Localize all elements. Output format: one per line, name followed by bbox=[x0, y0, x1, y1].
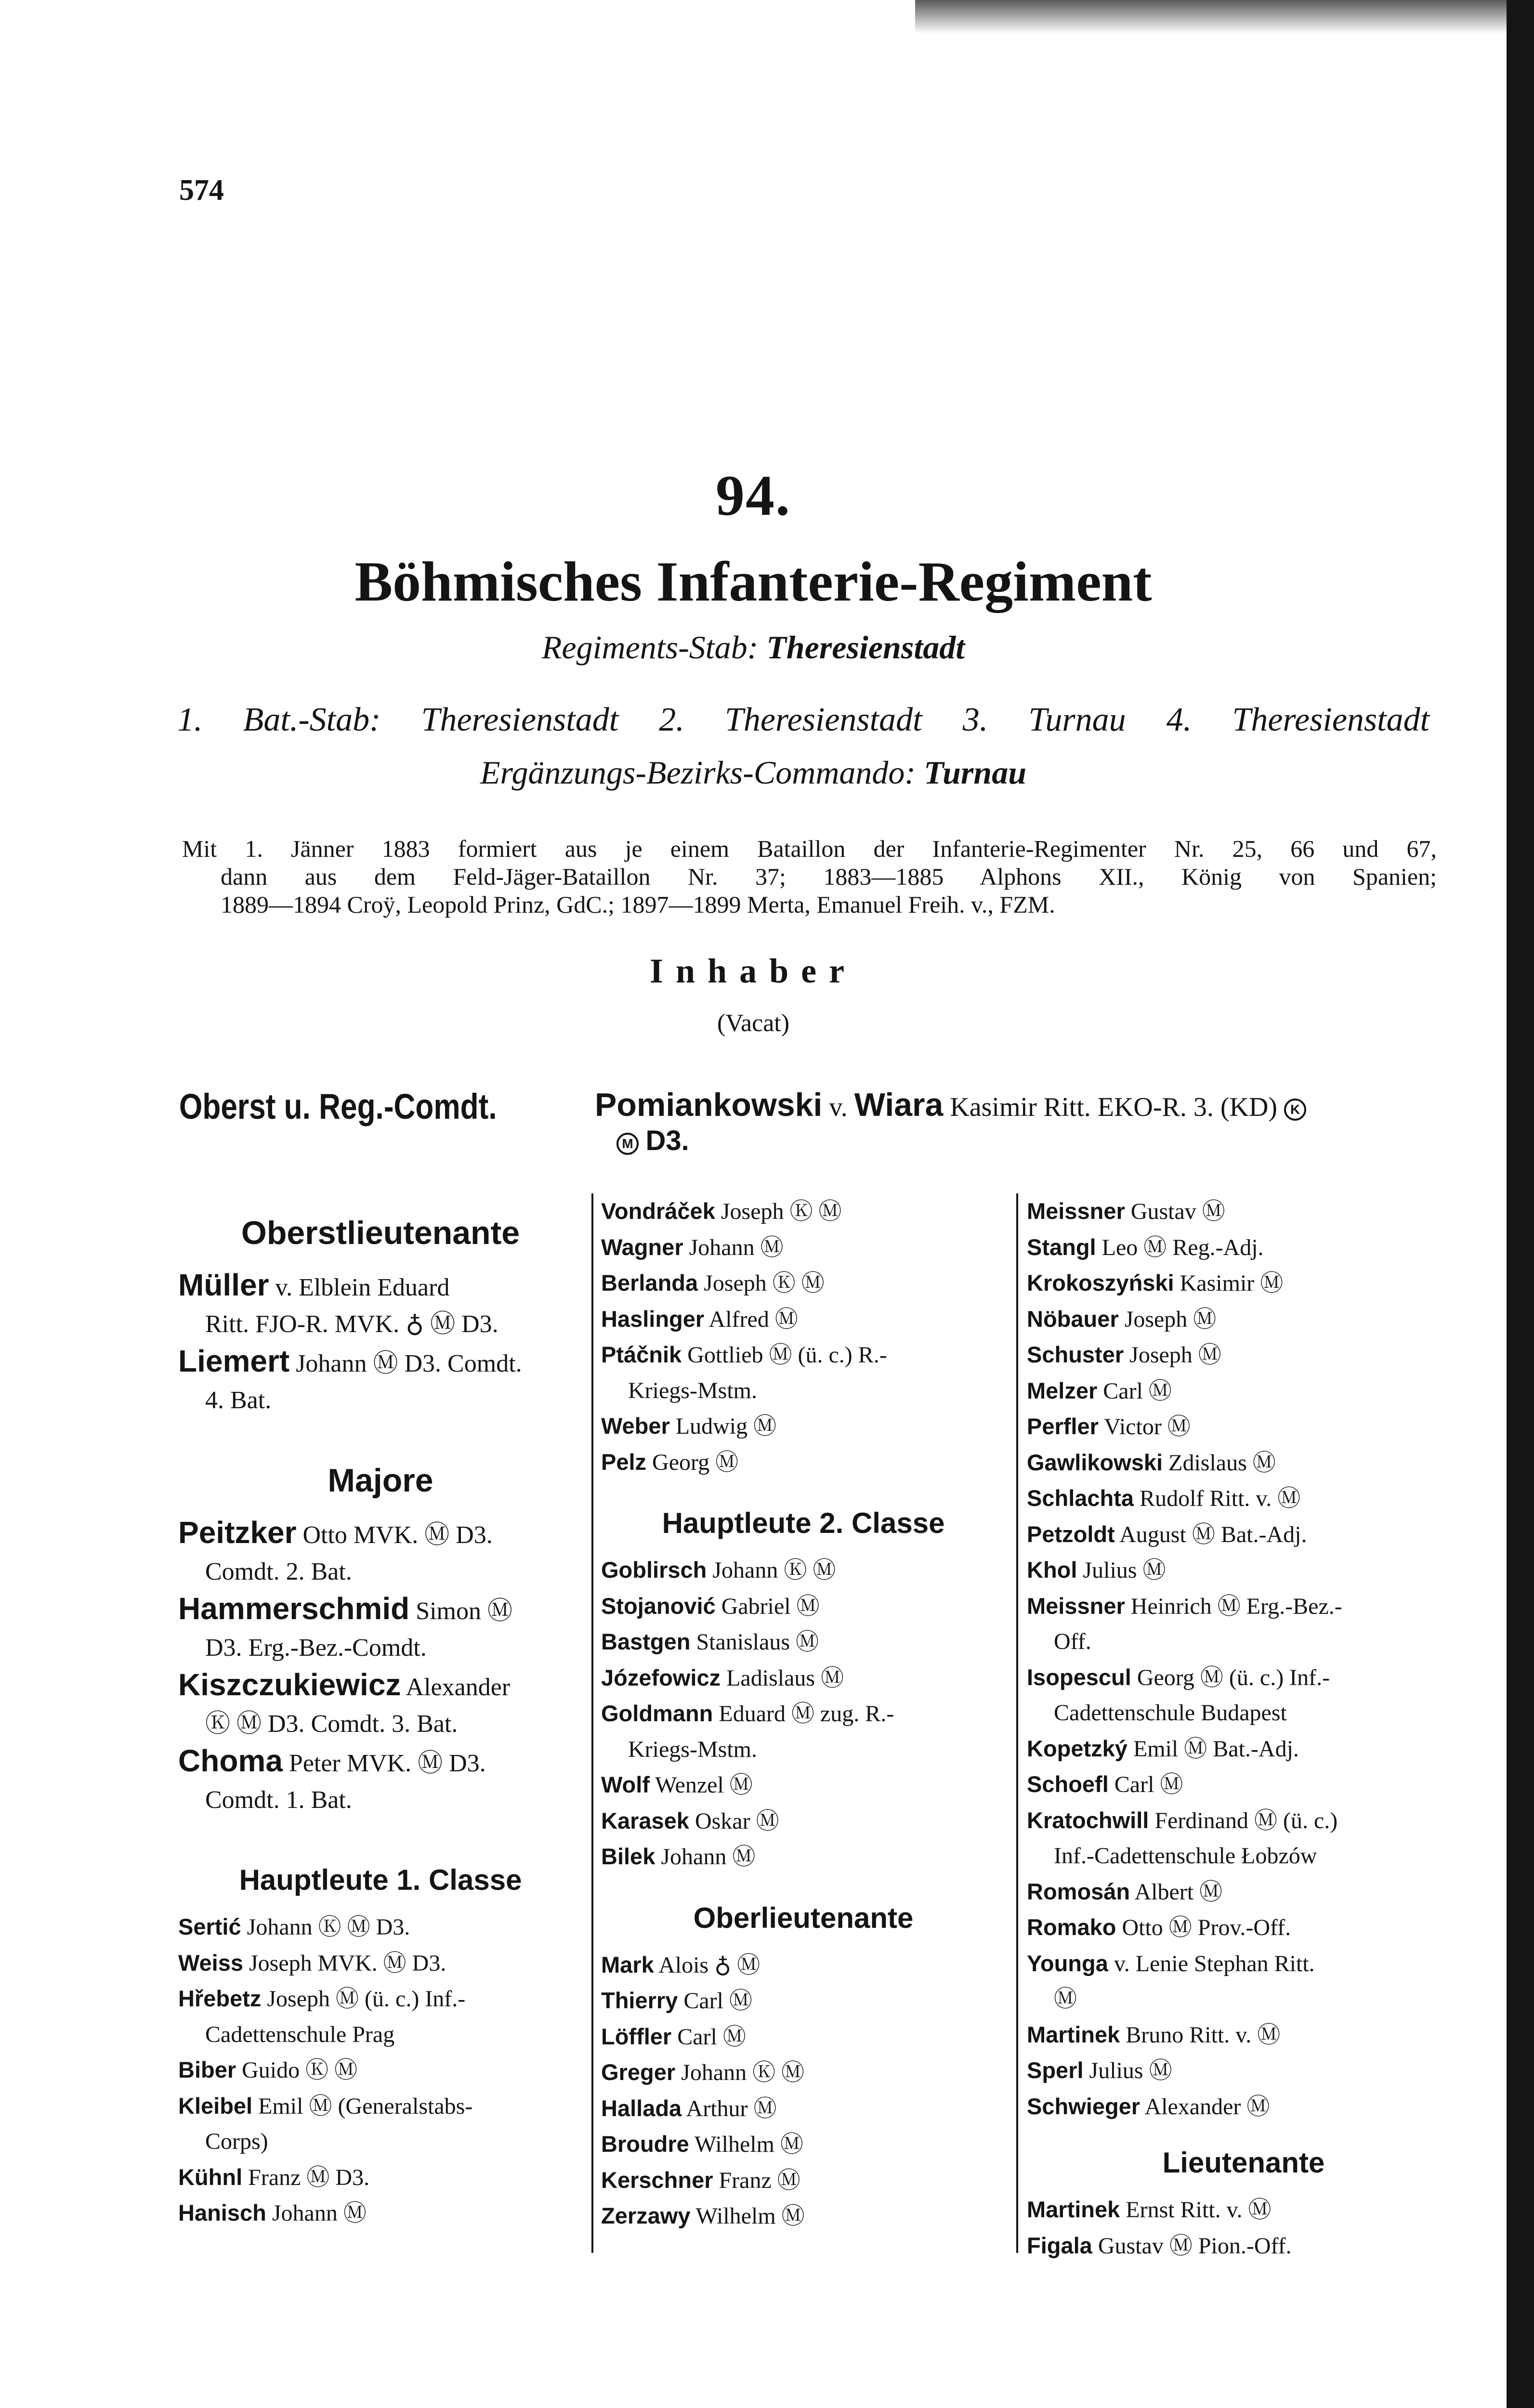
officer-surname: Löffler bbox=[601, 2023, 672, 2049]
officer-entry bbox=[1027, 2017, 1460, 2053]
officer-details: Leo Ⓜ Reg.-Adj. bbox=[1101, 1234, 1264, 1260]
history-line: dann aus dem Feld-Jäger-Bataillon Nr. 37; 1883—1885 Alphons XII., König von Spanien; bbox=[221, 863, 1437, 890]
officer-entry bbox=[1027, 2089, 1460, 2125]
spacer bbox=[178, 1819, 583, 1856]
officer-surname: Choma bbox=[178, 1743, 283, 1778]
officer-details: Otto Ⓜ Prov.-Off. bbox=[1122, 1915, 1291, 1940]
officer-details: Wenzel Ⓜ bbox=[655, 1772, 753, 1798]
officer-details: Alexander bbox=[406, 1674, 511, 1701]
officer-details: Joseph Ⓚ Ⓜ bbox=[704, 1270, 825, 1296]
officer-entry bbox=[178, 1945, 583, 1981]
officer-details-continued: 4. Bat. bbox=[205, 1387, 272, 1414]
officer-details: Johann Ⓜ bbox=[689, 1234, 784, 1260]
officer-details: v. Lenie Stephan Ritt. bbox=[1114, 1950, 1315, 1976]
list bbox=[601, 1552, 1006, 1875]
officer-details: Gustav Ⓜ bbox=[1130, 1199, 1225, 1224]
officer-details: Johann Ⓜ D3. Comdt. bbox=[296, 1350, 522, 1377]
inhaber-heading: Inhaber bbox=[649, 952, 857, 990]
officer-entry bbox=[601, 1301, 1006, 1337]
oberst-mid: v. bbox=[829, 1092, 848, 1122]
officer-surname: Weiss bbox=[178, 1950, 243, 1976]
officer-surname: Greger bbox=[601, 2059, 676, 2085]
officer-details-continued: Off. bbox=[1054, 1629, 1091, 1654]
officer-surname: Hammerschmid bbox=[178, 1591, 410, 1626]
oberst-rest: Kasimir Ritt. EKO-R. 3. (KD) bbox=[950, 1092, 1278, 1122]
officer-surname: Karasek bbox=[601, 1807, 689, 1833]
officer-entry bbox=[601, 1193, 1006, 1230]
officer-details: Bruno Ritt. v. Ⓜ bbox=[1126, 2022, 1281, 2048]
officer-details: Zdislaus Ⓜ bbox=[1168, 1450, 1276, 1476]
section-heading: Hauptleute 2. Classe bbox=[662, 1507, 945, 1539]
officer-entry bbox=[1027, 1337, 1460, 1373]
officer-details: Carl Ⓜ bbox=[1114, 1772, 1183, 1797]
officer-entry bbox=[601, 1624, 1006, 1660]
officer-surname: Khol bbox=[1027, 1557, 1077, 1583]
officer-details: Alexander Ⓜ bbox=[1144, 2094, 1270, 2120]
officer-surname: Ptáčnik bbox=[601, 1342, 682, 1367]
section-heading: Oberstlieutenante bbox=[241, 1215, 520, 1251]
column-3 bbox=[1027, 1193, 1460, 2264]
officer-details-continued: Cadettenschule Budapest bbox=[1054, 1700, 1287, 1726]
list bbox=[601, 1947, 1006, 2234]
officer-entry bbox=[601, 1660, 1006, 1696]
officer-surname: Stangl bbox=[1027, 1234, 1096, 1260]
officer-details: Carl Ⓜ bbox=[677, 2024, 746, 2050]
officer-surname: Bastgen bbox=[601, 1629, 691, 1654]
officer-entry bbox=[1027, 1946, 1460, 2017]
officer-details: Eduard Ⓜ zug. R.- bbox=[719, 1701, 894, 1727]
officer-entry bbox=[1027, 1588, 1460, 1660]
officer-surname: Meissner bbox=[1027, 1593, 1125, 1619]
section-heading: Lieutenante bbox=[1162, 2146, 1325, 2179]
officer-entry bbox=[601, 2198, 1006, 2234]
officer-entry bbox=[178, 1267, 583, 1343]
officer-surname: Weber bbox=[601, 1413, 670, 1439]
officer-details: Ernst Ritt. v. Ⓜ bbox=[1126, 2197, 1272, 2223]
officer-details: Franz Ⓜ D3. bbox=[248, 2164, 370, 2190]
officer-details: Franz Ⓜ bbox=[719, 2167, 800, 2193]
ergaenzungs-line bbox=[0, 754, 1507, 792]
order-m-icon: M bbox=[616, 1133, 639, 1155]
officer-entry bbox=[601, 2055, 1006, 2091]
officer-details-continued: D3. Erg.-Bez.-Comdt. bbox=[205, 1634, 427, 1662]
list bbox=[178, 1909, 583, 2231]
officer-details: Wilhelm Ⓜ bbox=[695, 2203, 805, 2229]
spacer bbox=[601, 1875, 1006, 1894]
officer-entry bbox=[601, 1337, 1006, 1408]
officer-details: Ferdinand Ⓜ (ü. c.) bbox=[1154, 1807, 1338, 1833]
officer-details: Ladislaus Ⓜ bbox=[726, 1665, 844, 1691]
officer-details: Johann Ⓚ Ⓜ D3. bbox=[247, 1914, 410, 1940]
officer-surname: Romosán bbox=[1027, 1878, 1130, 1904]
officer-details: Oskar Ⓜ bbox=[695, 1808, 779, 1834]
officer-details: Julius Ⓜ bbox=[1083, 1557, 1166, 1583]
list bbox=[601, 1193, 1006, 1480]
officer-details: Ludwig Ⓜ bbox=[675, 1413, 777, 1439]
officer-entry bbox=[601, 1767, 1006, 1803]
officer-surname: Schuster bbox=[1027, 1342, 1124, 1367]
spacer bbox=[601, 1480, 1006, 1499]
officer-entry bbox=[601, 1983, 1006, 2019]
officer-surname: Thierry bbox=[601, 1988, 678, 2013]
officer-surname: Petzoldt bbox=[1027, 1521, 1115, 1547]
officer-surname: Schwieger bbox=[1027, 2093, 1141, 2119]
officer-details-continued: Ritt. FJO-R. MVK. ♁ Ⓜ D3. bbox=[205, 1310, 498, 1338]
officer-details: Alois ♁ Ⓜ bbox=[658, 1952, 760, 1978]
officer-details: Joseph MVK. Ⓜ D3. bbox=[249, 1950, 446, 1976]
officer-entry bbox=[1027, 1265, 1460, 1301]
officer-entry bbox=[1027, 1301, 1460, 1337]
officer-surname: Wagner bbox=[601, 1234, 683, 1260]
officer-entry bbox=[178, 1514, 583, 1590]
officer-details: Emil Ⓜ Bat.-Adj. bbox=[1133, 1736, 1299, 1762]
officer-entry bbox=[601, 1265, 1006, 1301]
officer-surname: Haslinger bbox=[601, 1306, 705, 1332]
history-line: 1889—1894 Croÿ, Leopold Prinz, GdC.; 1897—1899 Merta, Emanuel Freih. v., FZM. bbox=[221, 891, 1055, 918]
scan-edge bbox=[1507, 0, 1534, 2408]
officer-surname: Berlanda bbox=[601, 1270, 698, 1296]
officer-details: Guido Ⓚ Ⓜ bbox=[242, 2057, 358, 2083]
officer-details: Otto MVK. Ⓜ D3. bbox=[302, 1521, 493, 1549]
officer-entry bbox=[178, 2195, 583, 2231]
officer-surname: Goldmann bbox=[601, 1701, 713, 1726]
officer-surname: Krokoszyński bbox=[1027, 1270, 1174, 1296]
officer-details: Simon Ⓜ bbox=[416, 1597, 513, 1625]
officer-surname: Vondráček bbox=[601, 1198, 715, 1224]
officer-surname: Romako bbox=[1027, 1914, 1116, 1940]
officer-details: Gabriel Ⓜ bbox=[721, 1593, 820, 1619]
officer-entry bbox=[1027, 1874, 1460, 1910]
officer-entry bbox=[601, 1803, 1006, 1839]
officer-entry bbox=[1027, 2192, 1460, 2228]
officer-entry bbox=[1027, 1193, 1460, 1230]
officer-surname: Biber bbox=[178, 2057, 236, 2082]
officer-surname: Liemert bbox=[178, 1344, 290, 1378]
history-line: Mit 1. Jänner 1883 formiert aus je einem Bataillon der Infanterie-Regimenter Nr. 25, 66 und 67, bbox=[182, 835, 1437, 862]
officer-details: Joseph Ⓜ bbox=[1124, 1306, 1217, 1332]
officer-entry bbox=[178, 2088, 583, 2159]
column-divider bbox=[591, 1193, 593, 2253]
officer-surname: Meissner bbox=[1027, 1198, 1125, 1224]
officer-surname: Pelz bbox=[601, 1449, 647, 1475]
officer-entry bbox=[601, 2019, 1006, 2055]
oberst-name2: Wiara bbox=[854, 1086, 944, 1123]
officer-entry bbox=[601, 2162, 1006, 2199]
spacer bbox=[1027, 2124, 1460, 2139]
officer-surname: Peitzker bbox=[178, 1515, 297, 1550]
officer-entry bbox=[1027, 1230, 1460, 1266]
officer-details: Kasimir Ⓜ bbox=[1180, 1270, 1284, 1296]
officer-details: Joseph Ⓜ bbox=[1129, 1342, 1221, 1368]
regiment-history bbox=[182, 835, 1437, 918]
officer-details-continued: Comdt. 1. Bat. bbox=[205, 1786, 352, 1814]
officer-surname: Kleibel bbox=[178, 2093, 253, 2119]
officer-surname: Schlachta bbox=[1027, 1485, 1134, 1511]
officer-surname: Hanisch bbox=[178, 2200, 266, 2225]
list bbox=[1027, 1193, 1460, 2124]
officer-entry bbox=[1027, 2228, 1460, 2264]
officer-details: Victor Ⓜ bbox=[1104, 1414, 1191, 1440]
officer-entry bbox=[601, 1696, 1006, 1767]
oberst-line2: M D3. bbox=[616, 1125, 689, 1157]
officer-entry bbox=[601, 1444, 1006, 1480]
officer-details: August Ⓜ Bat.-Adj. bbox=[1119, 1521, 1307, 1547]
bat-stab-2: 2. Theresienstadt bbox=[659, 701, 922, 738]
officer-entry bbox=[1027, 1445, 1460, 1481]
scan-shadow bbox=[915, 0, 1508, 34]
list bbox=[178, 1514, 583, 1819]
officer-details: Gottlieb Ⓜ (ü. c.) R.- bbox=[687, 1342, 887, 1368]
order-k-icon: K bbox=[1284, 1099, 1306, 1121]
erg-value: Turnau bbox=[924, 754, 1027, 791]
column-divider bbox=[1016, 1193, 1018, 2253]
officer-details-continued: Corps) bbox=[205, 2129, 268, 2154]
officer-entry bbox=[1027, 1767, 1460, 1803]
officer-details-continued: Ⓜ bbox=[1054, 1986, 1077, 2012]
officer-details: Arthur Ⓜ bbox=[686, 2095, 777, 2121]
list bbox=[1027, 2192, 1460, 2264]
officer-entry bbox=[178, 1909, 583, 1945]
officer-details: Georg Ⓜ (ü. c.) Inf.- bbox=[1137, 1664, 1330, 1690]
officer-details: Wilhelm Ⓜ bbox=[694, 2132, 803, 2157]
officer-details: Emil Ⓜ (Generalstabs- bbox=[258, 2093, 473, 2119]
officer-entry bbox=[601, 2091, 1006, 2127]
officer-surname: Stojanović bbox=[601, 1593, 716, 1619]
inhaber-value: (Vacat) bbox=[717, 1009, 790, 1037]
officer-details: Peter MVK. Ⓜ D3. bbox=[288, 1750, 486, 1777]
list bbox=[178, 1267, 583, 1419]
officer-entry bbox=[1027, 1552, 1460, 1588]
officer-details: Johann Ⓚ Ⓜ bbox=[681, 2060, 805, 2085]
officer-entry bbox=[601, 1408, 1006, 1444]
officer-surname: Gawlikowski bbox=[1027, 1449, 1163, 1475]
stab-value: Theresienstadt bbox=[766, 629, 965, 666]
officer-entry bbox=[1027, 1731, 1460, 1767]
officer-entry bbox=[178, 1742, 583, 1819]
officer-surname: Mark bbox=[601, 1951, 654, 1977]
spacer bbox=[178, 1419, 583, 1456]
bat-stab-3: 3. Turnau bbox=[962, 701, 1126, 738]
officer-surname: Martinek bbox=[1027, 2021, 1120, 2047]
officer-surname: Zerzawy bbox=[601, 2203, 691, 2228]
bat-stab-1: 1. Bat.-Stab: Theresienstadt bbox=[177, 701, 619, 738]
officer-details-continued: Comdt. 2. Bat. bbox=[205, 1558, 352, 1585]
officer-details: Joseph Ⓚ Ⓜ bbox=[721, 1199, 842, 1224]
officer-entry bbox=[1027, 1910, 1460, 1946]
officer-details: Albert Ⓜ bbox=[1134, 1879, 1223, 1905]
stab-label: Regiments-Stab: bbox=[541, 629, 759, 666]
officer-surname: Bilek bbox=[601, 1844, 656, 1869]
officer-surname: Kerschner bbox=[601, 2167, 713, 2193]
officer-surname: Kiszczukiewicz bbox=[178, 1667, 401, 1702]
officer-details-continued: Kriegs-Mstm. bbox=[628, 1377, 757, 1403]
officer-surname: Melzer bbox=[1027, 1377, 1098, 1403]
column-1 bbox=[178, 1209, 583, 2231]
oberst-entry bbox=[595, 1086, 1306, 1124]
officer-entry bbox=[178, 1981, 583, 2052]
officer-entry bbox=[601, 1552, 1006, 1588]
officer-entry bbox=[1027, 1517, 1460, 1553]
officer-surname: Nöbauer bbox=[1027, 1306, 1119, 1332]
officer-details: Heinrich Ⓜ Erg.-Bez.- bbox=[1130, 1593, 1342, 1619]
officer-entry bbox=[178, 1590, 583, 1666]
officer-surname: Wolf bbox=[601, 1772, 650, 1797]
officer-entry bbox=[601, 2126, 1006, 2162]
page-number: 574 bbox=[179, 174, 224, 207]
officer-surname: Broudre bbox=[601, 2131, 689, 2157]
officer-entry bbox=[178, 2159, 583, 2196]
officer-surname: Perfler bbox=[1027, 1413, 1099, 1439]
officer-entry bbox=[178, 2052, 583, 2088]
page-title: Böhmisches Infanterie-Regiment bbox=[354, 550, 1152, 613]
officer-entry bbox=[601, 1230, 1006, 1266]
battalion-stab-line bbox=[177, 701, 1429, 739]
section-heading: Hauptleute 1. Classe bbox=[239, 1864, 522, 1896]
officer-surname: Figala bbox=[1027, 2232, 1092, 2258]
officer-surname: Müller bbox=[178, 1268, 269, 1302]
officer-details: Johann Ⓜ bbox=[661, 1844, 756, 1870]
officer-entry bbox=[601, 1839, 1006, 1875]
officer-entry bbox=[1027, 1409, 1460, 1445]
officer-surname: Hřebetz bbox=[178, 1986, 262, 2011]
officer-entry bbox=[1027, 1803, 1460, 1874]
officer-details: Rudolf Ritt. v. Ⓜ bbox=[1140, 1486, 1301, 1511]
officer-details-continued: Kriegs-Mstm. bbox=[628, 1736, 757, 1762]
officer-surname: Isopescul bbox=[1027, 1664, 1131, 1690]
officer-surname: Sertić bbox=[178, 1914, 241, 1939]
erg-label: Ergänzungs-Bezirks-Commando: bbox=[480, 754, 916, 791]
officer-surname: Kratochwill bbox=[1027, 1807, 1149, 1833]
regiments-stab-line bbox=[0, 628, 1507, 667]
officer-surname: Józefowicz bbox=[601, 1664, 721, 1690]
officer-surname: Hallada bbox=[601, 2095, 682, 2121]
officer-details: Carl Ⓜ bbox=[683, 1988, 752, 2014]
officer-details: Julius Ⓜ bbox=[1089, 2058, 1172, 2083]
oberst-label: Oberst u. Reg.-Comdt. bbox=[179, 1086, 497, 1126]
officer-details: Carl Ⓜ bbox=[1103, 1378, 1172, 1404]
officer-entry bbox=[178, 1666, 583, 1742]
section-heading: Oberlieutenante bbox=[693, 1901, 914, 1934]
oberst-name: Pomiankowski bbox=[595, 1086, 823, 1123]
regiment-number: 94. bbox=[716, 463, 791, 527]
officer-details: Johann Ⓚ Ⓜ bbox=[712, 1557, 836, 1583]
officer-entry bbox=[601, 1947, 1006, 1983]
officer-details: Johann Ⓜ bbox=[272, 2200, 367, 2226]
officer-details: Gustav Ⓜ Pion.-Off. bbox=[1098, 2233, 1292, 2259]
officer-details-continued: Inf.-Cadettenschule Łobzów bbox=[1054, 1843, 1317, 1869]
officer-entry bbox=[1027, 1480, 1460, 1517]
officer-details: Alfred Ⓜ bbox=[708, 1306, 798, 1332]
section-heading: Majore bbox=[328, 1462, 433, 1499]
officer-surname: Martinek bbox=[1027, 2197, 1120, 2222]
officer-entry bbox=[1027, 1660, 1460, 1731]
officer-entry bbox=[601, 1588, 1006, 1624]
officer-surname: Goblirsch bbox=[601, 1557, 707, 1583]
officer-surname: Schoefl bbox=[1027, 1771, 1109, 1797]
officer-details-continued: Cadettenschule Prag bbox=[205, 2021, 395, 2047]
officer-entry bbox=[1027, 2053, 1460, 2089]
officer-surname: Kühnl bbox=[178, 2164, 243, 2190]
officer-details: Georg Ⓜ bbox=[652, 1449, 739, 1475]
bat-stab-4: 4. Theresienstadt bbox=[1166, 701, 1430, 738]
officer-details-continued: Ⓚ Ⓜ D3. Comdt. 3. Bat. bbox=[205, 1710, 458, 1738]
officer-entry bbox=[1027, 1373, 1460, 1409]
officer-details: Stanislaus Ⓜ bbox=[696, 1629, 819, 1655]
officer-details: Joseph Ⓜ (ü. c.) Inf.- bbox=[267, 1986, 466, 2012]
officer-entry bbox=[178, 1343, 583, 1419]
officer-surname: Sperl bbox=[1027, 2057, 1084, 2083]
officer-surname: Kopetzký bbox=[1027, 1735, 1128, 1761]
column-2 bbox=[601, 1193, 1006, 2234]
officer-details: v. Elblein Eduard bbox=[275, 1274, 450, 1301]
officer-surname: Younga bbox=[1027, 1950, 1108, 1976]
